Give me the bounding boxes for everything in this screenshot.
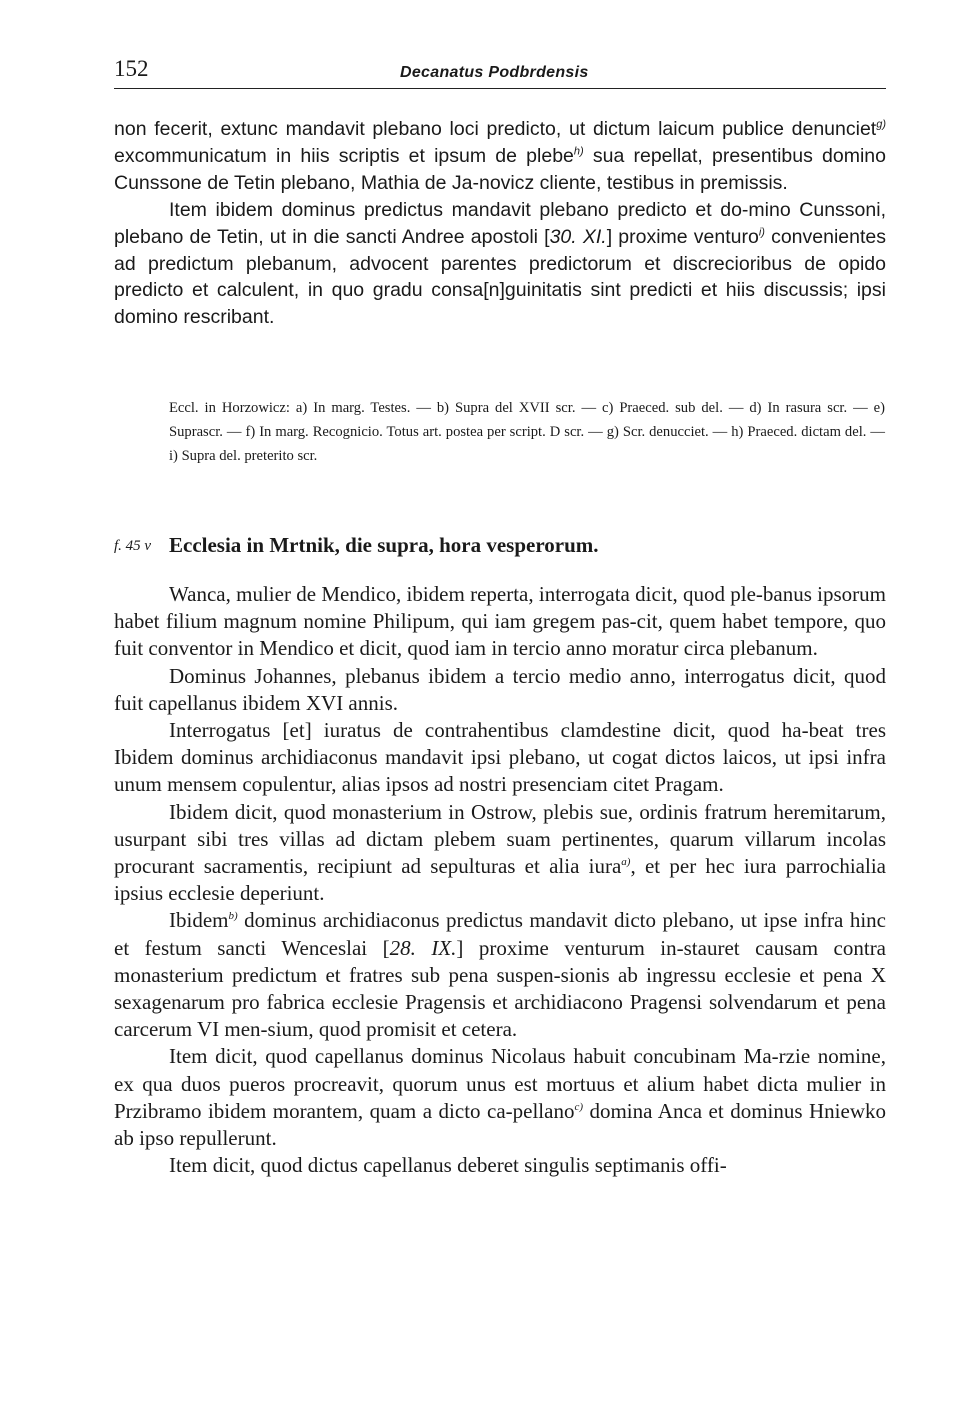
critical-apparatus <box>169 396 885 468</box>
text-run: domina Anca et dominus Hniewko ab ipso repullerunt. <box>114 1098 886 1151</box>
running-header <box>114 56 886 89</box>
footnote-marker: i) <box>758 226 765 239</box>
text-run: convenientes ad predictum plebanum, advocent parentes predictorum et discrecioribus de opido predicto et calculent, in quo gradu consa[n]guinitatis sint predicti et hiis discussis; ipsi domino rescribant. <box>114 225 886 329</box>
text-run: dominus archidiaconus predictus mandavit dicto plebano, ut ipse infra hinc et festum sancti Wenceslai [ <box>114 908 886 960</box>
paragraph: Dominus Johannes, plebanus ibidem a tercio medio anno, interrogatus dicit, quod fuit capellanus ibidem XVI annis. <box>114 663 886 715</box>
text-run: ] proxime venturum in-stauret causam contra monasterium predictum et fratres sub pena suspen-sionis ab ingressu ecclesie et pena X sexagenarum pro fabrica ecclesie Pragensis et archidiacono Pragensi solvendarum et pena carcerum VI men-sium, quod promisit et cetera. <box>114 935 887 1042</box>
page-number: 152 <box>114 56 149 81</box>
text-run: Item dicit, quod capellanus dominus Nicolaus habuit concubinam Ma-rzie nomine, ex qua duos pueros procreavit, quorum unus est mortuus et alium habet dicta mulier in Przibramo ibidem morantem, quam a dicto ca-pellano <box>114 1044 886 1123</box>
running-title: Decanatus Podbrdensis <box>400 64 589 81</box>
main-text-block <box>114 581 886 1179</box>
date-reference: 28. IX. <box>389 935 457 960</box>
apparatus-notes: Eccl. in Horzowicz: a) In marg. Testes. — b) Supra del XVII scr. — c) Praeced. sub del. — d) In rasura scr. — e) Suprascr. — f) In marg. Recognicio. Totus art. postea per script. D scr. — g) Scr. denucciet. — h) Praeced. dictam del. — i) Supra del. preterito scr. <box>169 400 885 464</box>
text-run: Ibidem <box>169 908 229 933</box>
paragraph: Item dicit, quod dictus capellanus deberet singulis septimanis offi- <box>169 1153 727 1178</box>
footnote-marker: h) <box>573 145 584 158</box>
paragraph <box>114 1043 886 1152</box>
text-run: sua repellat, presentibus domino Cunssone de Tetin plebano, Mathia de Ja-novicz cliente, testibus in premissis. <box>114 144 886 194</box>
folio-margin-note: f. 45 v <box>114 538 152 554</box>
text-run: Ibidem dicit, quod monasterium in Ostrow, plebis sue, ordinis fratrum heremitarum, usurpant sibi tres villas ad dictam plebem suam pertinentes, quarum villarum incolas procurant sacramentis, recipiunt ad sepulturas et alia iura <box>114 799 886 879</box>
paragraph: Wanca, mulier de Mendico, ibidem reperta, interrogata dicit, quod ple-banus ipsorum habet filium magnum nomine Philipum, qui iam gregem pas-cit, quem habet tempore, quo fuit conventor in Mendico et dicit, quod iam in tercio anno moratur circa plebanum. <box>114 582 886 661</box>
paragraph <box>114 907 886 1043</box>
paragraph: Interrogatus [et] iuratus de contrahentibus clamdestine dicit, quod ha-beat tres Ibidem dominus archidiaconus mandavit ipsi plebano, ut cogat dictos laicos, ut ipsi infra unum mensem copulentur, alias ipsos ad nostri presenciam citet Pragam. <box>114 718 886 797</box>
top-text-block <box>114 116 886 331</box>
text-run: ] proxime venturo <box>606 225 759 248</box>
section-heading: Ecclesia in Mrtnik, die supra, hora vesperorum. <box>169 533 599 557</box>
text-run: non fecerit, extunc mandavit plebano loci predicto, ut dictum laicum publice denunciet <box>114 118 877 140</box>
paragraph <box>114 116 886 197</box>
text-run: Item ibidem dominus predictus mandavit plebano predicto et do-mino Cunssoni, plebano de Tetin, ut in die sancti Andree apostoli [ <box>114 198 886 248</box>
date-reference: 30. XI. <box>549 225 607 248</box>
paragraph <box>114 197 886 332</box>
paragraph <box>114 799 886 908</box>
footnote-marker: b) <box>228 910 238 923</box>
text-run: excommunicatum in hiis scriptis et ipsum de plebe <box>114 144 574 167</box>
footnote-marker: g) <box>876 118 886 131</box>
footnote-marker: a) <box>621 856 631 869</box>
footnote-marker: c) <box>574 1100 583 1113</box>
text-run: , et per hec iura parrochialia ipsius ecclesie deperiunt. <box>114 854 886 906</box>
